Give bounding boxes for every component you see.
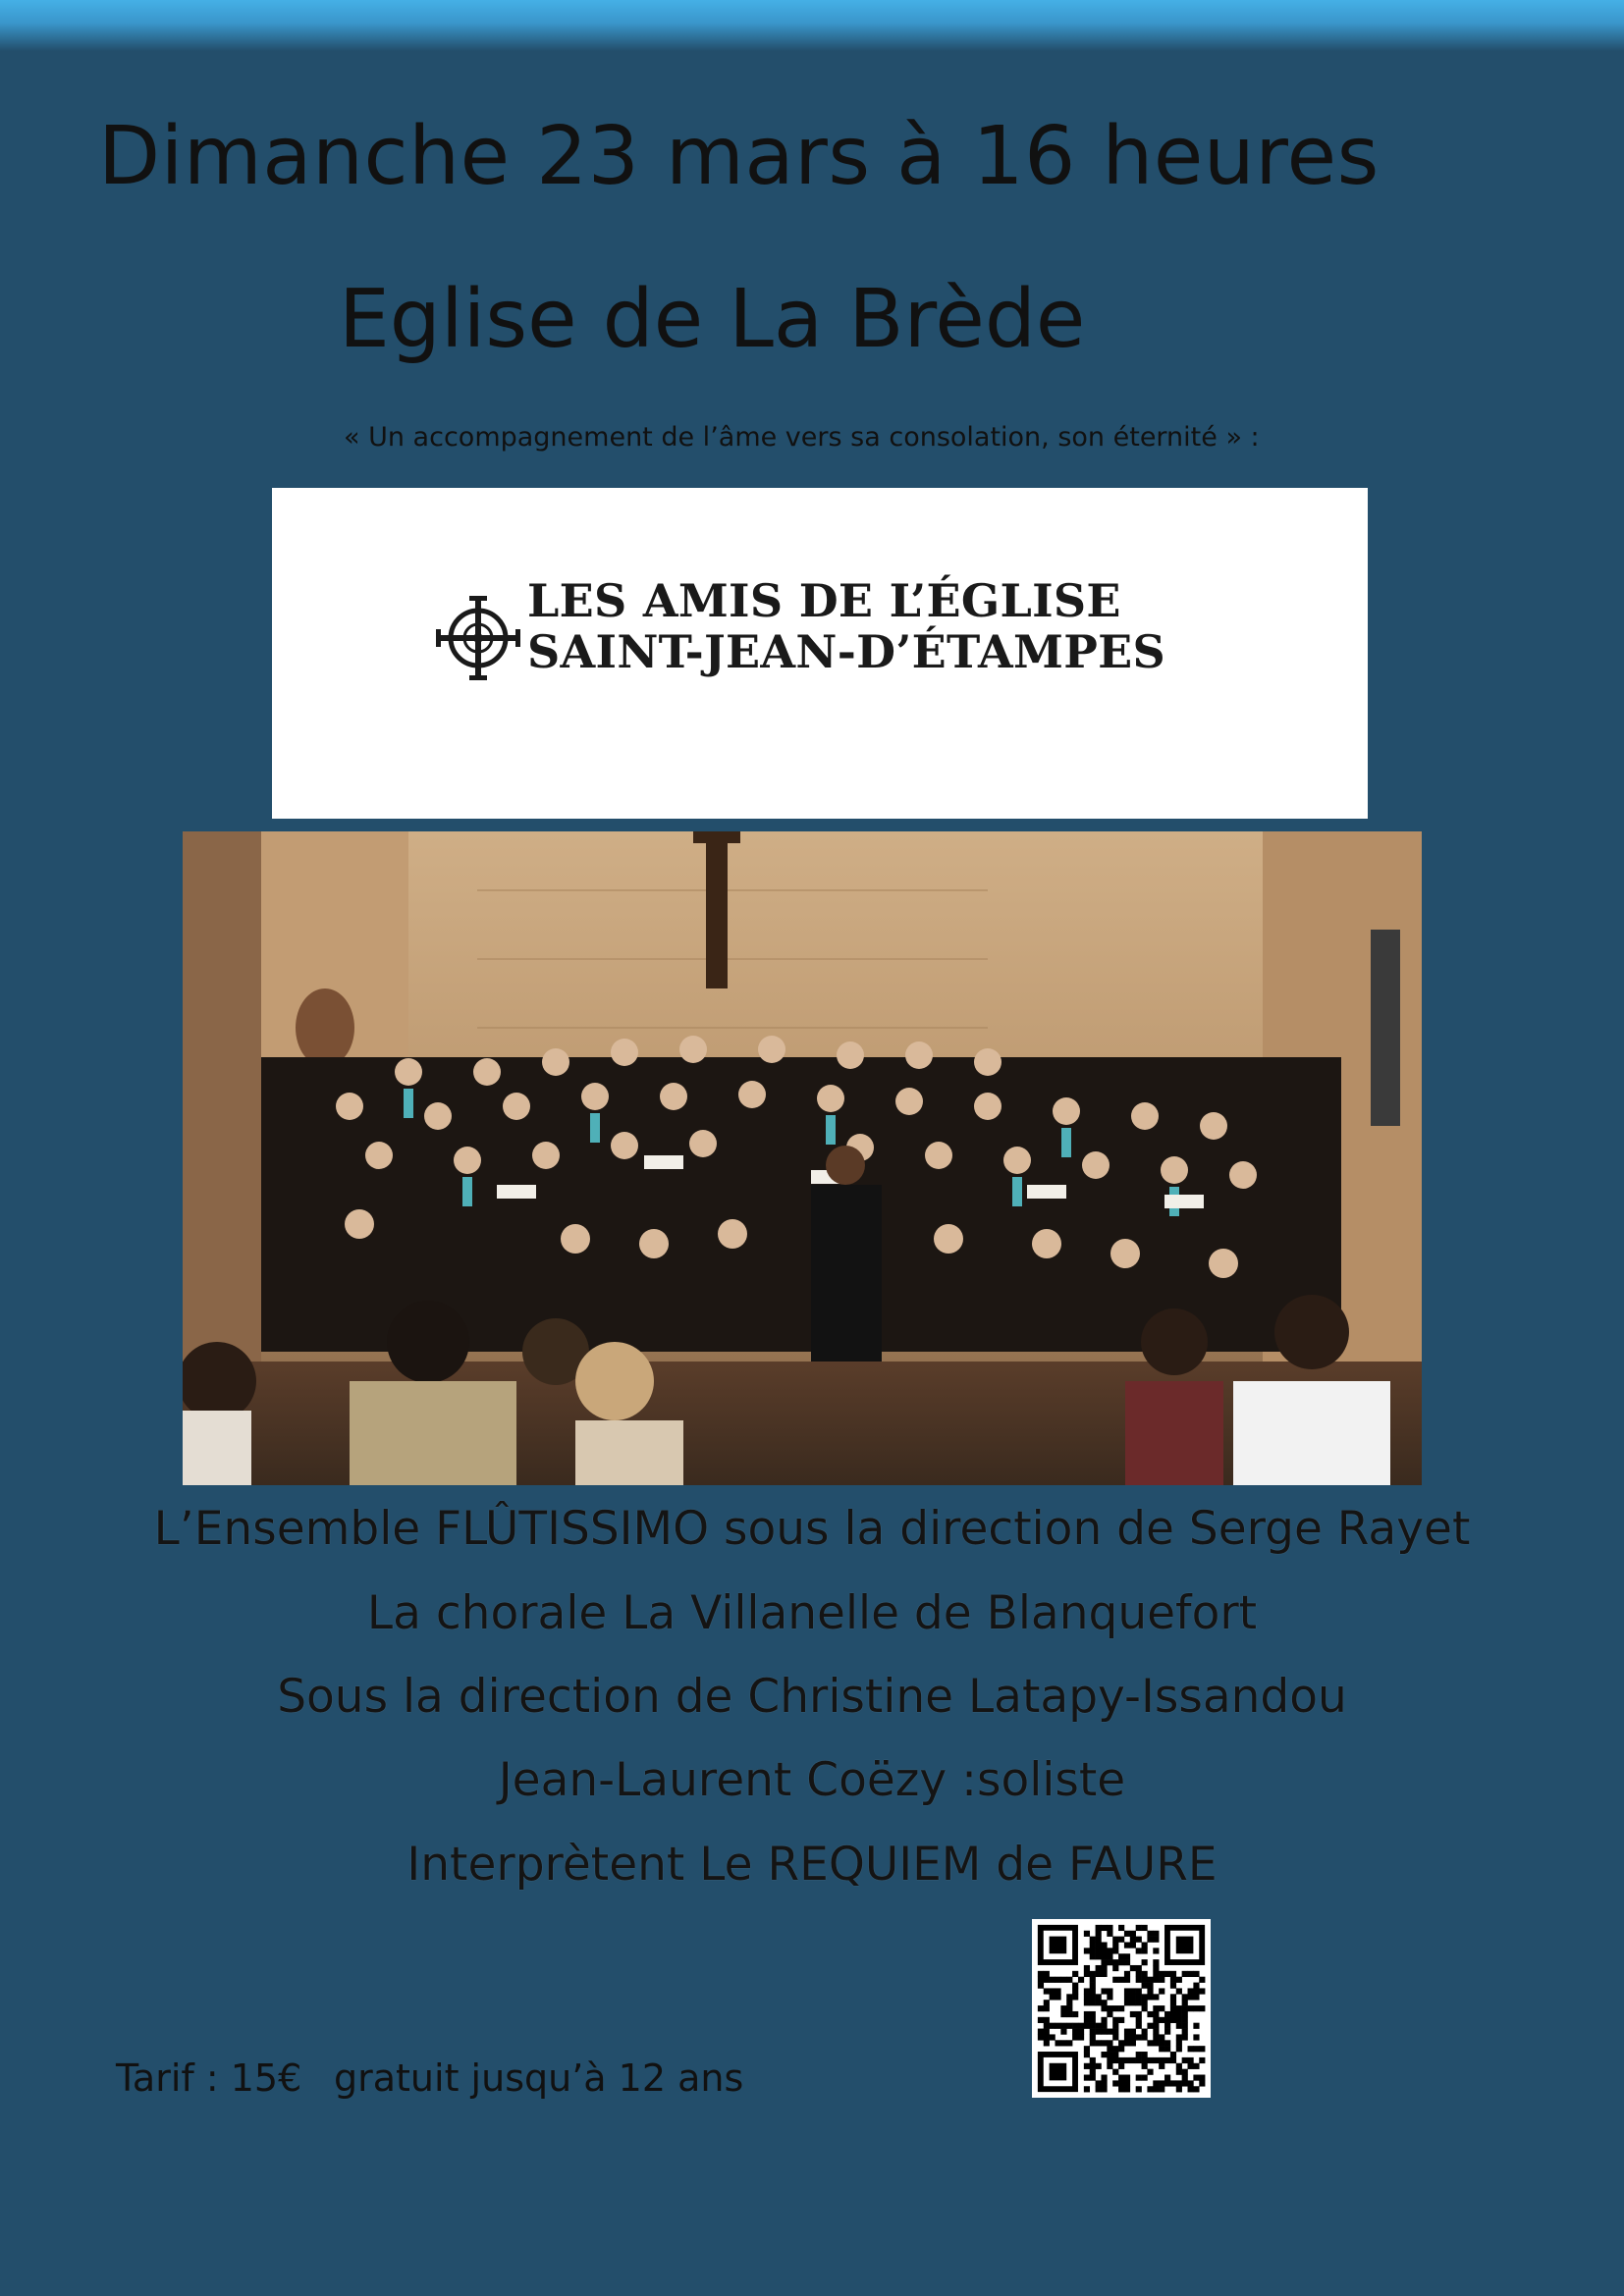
logo-text-line-1: LES AMIS DE L’ÉGLISE <box>527 574 1121 627</box>
performer-line-program: Interprètent Le REQUIEM de FAURE <box>406 1838 1218 1892</box>
qr-code[interactable] <box>1032 1919 1211 2098</box>
cross-emblem-icon <box>432 592 524 684</box>
logo-text-line-2: SAINT-JEAN-D’ÉTAMPES <box>527 625 1165 678</box>
price-label: Tarif : 15€ <box>116 2056 302 2100</box>
event-venue-heading: Eglise de La Brède <box>339 273 1086 366</box>
qr-code-icon <box>1032 1919 1211 2098</box>
performer-line-ensemble: L’Ensemble FLÛTISSIMO sous la direction de Serge Rayet <box>153 1502 1471 1556</box>
performer-line-soloist: Jean-Laurent Coëzy :soliste <box>498 1753 1126 1807</box>
performer-line-choir: La chorale La Villanelle de Blanquefort <box>366 1586 1258 1640</box>
event-quote: « Un accompagnement de l’âme vers sa consolation, son éternité » : <box>344 422 1260 453</box>
choir-photo <box>183 831 1422 1485</box>
association-logo-panel <box>272 488 1368 819</box>
event-date-heading: Dimanche 23 mars à 16 heures <box>98 110 1380 203</box>
top-gradient-band <box>0 0 1624 51</box>
free-entry-note: gratuit jusqu’à 12 ans <box>334 2056 744 2100</box>
performer-line-choir-director: Sous la direction de Christine Latapy-Issandou <box>277 1670 1347 1724</box>
